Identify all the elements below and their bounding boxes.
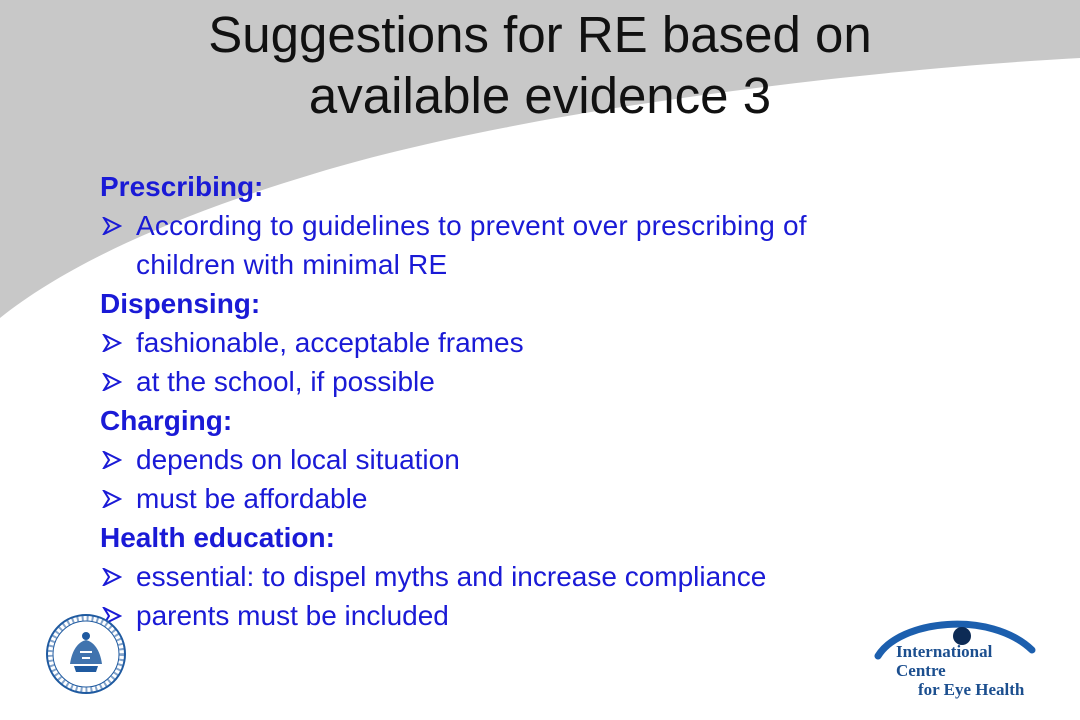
arrow-bullet-icon [102, 490, 122, 508]
bullet-text: must be affordable [136, 483, 368, 514]
bullet-text-continued: children with minimal RE [136, 249, 448, 280]
icfeh-logo [870, 612, 1040, 699]
bullet-item [100, 440, 1030, 479]
bullet-text: at the school, if possible [136, 366, 435, 397]
slide-body [100, 167, 1030, 635]
bullet-item [100, 557, 1030, 596]
section-heading-prescribing: Prescribing: [100, 171, 264, 202]
bullet-item [100, 362, 1030, 401]
bullet-item [100, 206, 1030, 284]
bullet-text: According to guidelines to prevent over prescribing of [136, 210, 807, 241]
arrow-bullet-icon [102, 568, 122, 586]
bullet-text: essential: to dispel myths and increase compliance [136, 561, 767, 592]
section-heading-health-education: Health education: [100, 522, 335, 553]
section-heading-dispensing: Dispensing: [100, 288, 261, 319]
bullet-text: fashionable, acceptable frames [136, 327, 524, 358]
bullet-text: depends on local situation [136, 444, 460, 475]
slide-title [90, 4, 990, 126]
bullet-item [100, 479, 1030, 518]
arrow-bullet-icon [102, 373, 122, 391]
title-line-1: Suggestions for RE based on [208, 6, 872, 63]
arrow-bullet-icon [102, 217, 122, 235]
bullet-item [100, 323, 1030, 362]
title-line-2: available evidence 3 [308, 67, 772, 124]
arrow-bullet-icon [102, 334, 122, 352]
school-seal-logo-icon [44, 612, 128, 696]
section-heading-charging: Charging: [100, 405, 233, 436]
logo-text-line-1: International Centre [896, 642, 993, 680]
logo-text-line-2: for Eye Health [918, 680, 1025, 699]
bullet-text: parents must be included [136, 600, 449, 631]
arrow-bullet-icon [102, 451, 122, 469]
